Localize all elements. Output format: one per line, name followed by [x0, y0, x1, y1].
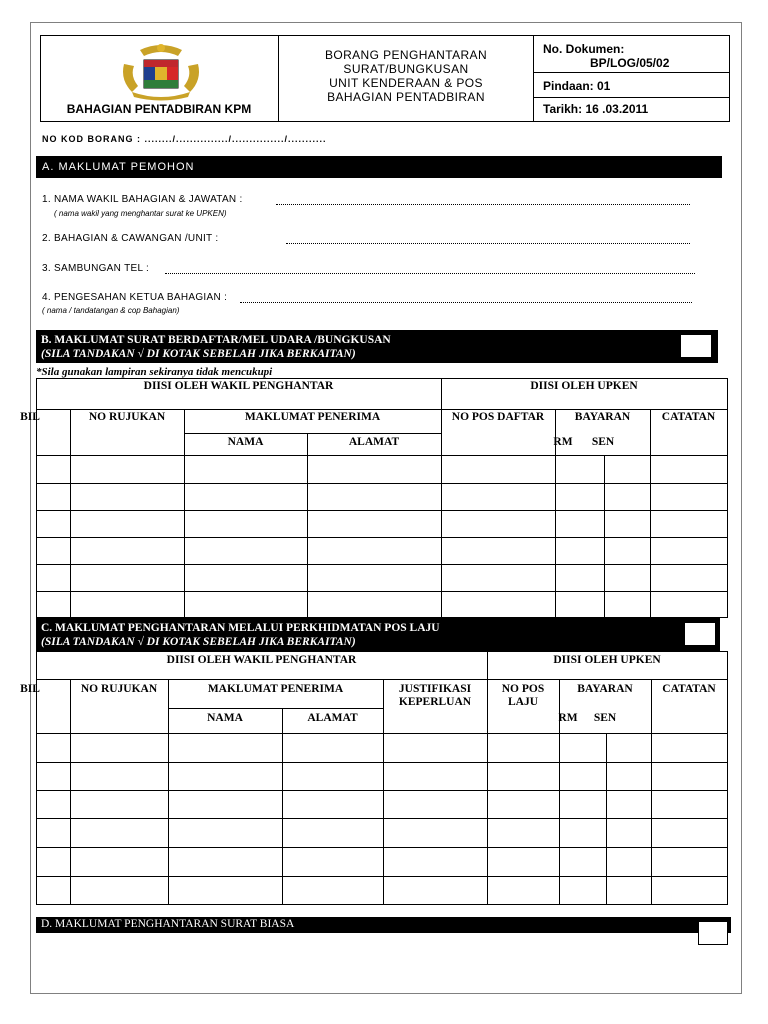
section-b-note: *Sila gunakan lampiran sekiranya tidak mencukupi — [36, 366, 273, 378]
table-border — [307, 433, 308, 618]
table-border — [36, 904, 728, 905]
table-border — [36, 651, 728, 652]
section-c-header — [36, 618, 720, 651]
section-c-subtitle: (SILA TANDAKAN √ DI KOTAK SEBELAH JIKA BERKAITAN) — [41, 636, 356, 648]
table-border — [36, 818, 728, 819]
column-header-pos-laju-line: NO POS — [501, 683, 545, 695]
column-header-rujukan: NO RUJUKAN — [88, 411, 166, 423]
column-header-sen: SEN — [591, 436, 615, 448]
header-divider — [533, 35, 534, 122]
table-border — [36, 564, 728, 565]
column-header-alamat: ALAMAT — [348, 436, 400, 448]
table-border — [36, 591, 728, 592]
table-border — [606, 733, 607, 905]
section-b-checkbox[interactable] — [680, 334, 712, 358]
table-border — [36, 790, 728, 791]
form-title — [279, 48, 533, 104]
form-title-line: UNIT KENDERAAN & POS — [329, 76, 483, 90]
table-border — [36, 876, 728, 877]
section-b-header — [36, 330, 718, 363]
column-header-catatan: CATATAN — [662, 683, 716, 695]
table-border — [36, 537, 728, 538]
field-label-sambungan: 3. SAMBUNGAN TEL : — [42, 263, 150, 274]
table-border — [36, 733, 728, 734]
table-border — [651, 679, 652, 905]
section-c-title: C. MAKLUMAT PENGHANTARAN MELALUI PERKHIDMATAN POS LAJU — [41, 622, 440, 634]
column-header-justifikasi-line: JUSTIFIKASI — [398, 683, 472, 695]
section-d-title: D. MAKLUMAT PENGHANTARAN SURAT BIASA — [36, 917, 731, 933]
column-header-rm: RM — [558, 712, 578, 724]
table-border — [604, 455, 605, 618]
column-header-pos-daftar: NO POS DAFTAR — [451, 411, 545, 423]
coat-of-arms-logo — [118, 42, 204, 102]
field-note-wakil: ( nama wakil yang menghantar surat ke UPKEN) — [54, 209, 227, 218]
column-header-bil: BIL — [20, 683, 40, 695]
header-divider — [533, 72, 730, 73]
form-title-line: BAHAGIAN PENTADBIRAN — [327, 90, 485, 104]
column-header-justifikasi — [383, 683, 487, 709]
column-header-nama: NAMA — [227, 436, 264, 448]
column-header-penerima: MAKLUMAT PENERIMA — [207, 683, 344, 695]
column-group-header: DIISI OLEH WAKIL PENGHANTAR — [166, 654, 357, 666]
column-group-header: DIISI OLEH UPKEN — [530, 380, 638, 392]
header-divider — [533, 97, 730, 98]
column-group-header: DIISI OLEH UPKEN — [553, 654, 661, 666]
field-note-pengesahan: ( nama / tandatangan & cop Bahagian) — [42, 306, 180, 315]
column-header-bil: BIL — [20, 411, 40, 423]
table-border — [168, 708, 383, 709]
form-title-line: BORANG PENGHANTARAN — [324, 48, 488, 62]
section-b-title: B. MAKLUMAT SURAT BERDAFTAR/MEL UDARA /BUNGKUSAN — [41, 334, 391, 346]
table-border — [36, 455, 728, 456]
table-border — [36, 762, 728, 763]
table-border — [36, 483, 728, 484]
column-header-penerima: MAKLUMAT PENERIMA — [244, 411, 381, 423]
column-header-alamat: ALAMAT — [307, 712, 358, 724]
doc-no-value: BP/LOG/05/02 — [590, 56, 670, 70]
table-border — [70, 409, 71, 618]
document-date: Tarikh: 16 .03.2011 — [543, 102, 649, 116]
revision-number: Pindaan: 01 — [543, 79, 611, 93]
field-input-pengesahan[interactable] — [240, 302, 692, 303]
column-header-rm: RM — [553, 436, 573, 448]
section-b-subtitle: (SILA TANDAKAN √ DI KOTAK SEBELAH JIKA BERKAITAN) — [41, 348, 356, 360]
form-code-field[interactable]: NO KOD BORANG : ......../.............../.............../........... — [42, 134, 327, 144]
section-d-checkbox[interactable] — [698, 921, 728, 945]
column-header-catatan: CATATAN — [661, 411, 716, 423]
table-border — [70, 679, 71, 905]
column-header-bayaran: BAYARAN — [574, 411, 631, 423]
field-label-wakil: 1. NAMA WAKIL BAHAGIAN & JAWATAN : — [42, 194, 243, 205]
column-header-pos-laju — [487, 683, 559, 709]
table-border — [36, 679, 728, 680]
column-header-rujukan: NO RUJUKAN — [80, 683, 158, 695]
field-label-bahagian: 2. BAHAGIAN & CAWANGAN /UNIT : — [42, 233, 219, 244]
table-border — [36, 378, 728, 379]
column-group-header: DIISI OLEH WAKIL PENGHANTAR — [143, 380, 334, 392]
section-a-title: A. MAKLUMAT PEMOHON — [36, 156, 722, 178]
table-border — [36, 510, 728, 511]
section-c-checkbox[interactable] — [684, 622, 716, 646]
table-border — [727, 651, 728, 905]
column-header-nama: NAMA — [207, 712, 243, 724]
table-border — [727, 378, 728, 618]
table-border — [36, 847, 728, 848]
field-input-wakil[interactable] — [276, 204, 690, 205]
column-header-justifikasi-line: KEPERLUAN — [398, 696, 472, 708]
field-input-sambungan[interactable] — [165, 273, 695, 274]
table-border — [383, 679, 384, 905]
department-name: BAHAGIAN PENTADBIRAN KPM — [66, 102, 252, 116]
form-title-line: SURAT/BUNGKUSAN — [343, 62, 469, 76]
table-border — [650, 409, 651, 618]
table-border — [36, 409, 728, 410]
field-input-bahagian[interactable] — [286, 243, 690, 244]
column-header-sen: SEN — [593, 712, 617, 724]
column-header-pos-laju-line: LAJU — [507, 696, 539, 708]
column-header-bayaran: BAYARAN — [577, 683, 633, 695]
field-label-pengesahan: 4. PENGESAHAN KETUA BAHAGIAN : — [42, 292, 228, 303]
doc-no-label: No. Dokumen: — [543, 42, 625, 56]
table-border — [282, 708, 283, 905]
table-border — [184, 433, 441, 434]
